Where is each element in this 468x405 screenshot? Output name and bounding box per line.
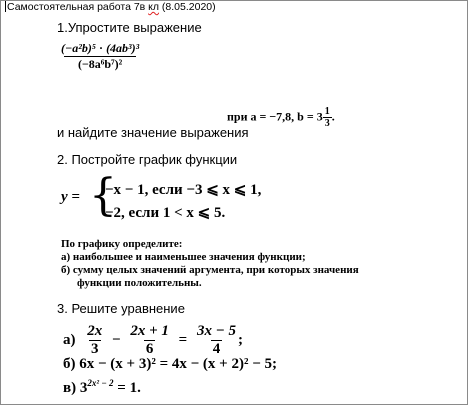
task2-case2: −2, если 1 < x ⩽ 5. <box>105 205 226 221</box>
task2-from-graph: По графику определите: <box>61 238 183 250</box>
document-header <box>5 1 216 14</box>
task2-function-lhs: y = <box>61 189 80 205</box>
equation-a-fraction-2: $\frac{2x + 1}{6}$ <box>130 323 169 357</box>
task2-item-a: а) наибольшее и наименьшее значения функции; <box>61 251 306 263</box>
task1-heading: 1.Упростите выражение <box>57 20 202 35</box>
task1-fraction-numerator: (−a²b)⁵ · (4ab³)³ <box>61 41 140 55</box>
task1-condition: при a = −7,8, b = 3 $\frac{1}{3}$ . <box>227 106 335 129</box>
task2-item-b-continued: функции положительны. <box>77 277 202 289</box>
equation-a-fraction-1: $\frac{2x}{3}$ <box>87 323 103 357</box>
task3-heading: 3. Решите уравнение <box>57 301 185 316</box>
task1-mixed-fraction: $\frac{1}{3}$ <box>324 106 330 129</box>
task3-equation-a: а) $\frac{2x}{3}$ − $\frac{2x + 1}{6}$ = $\frac{3x - 5}{4}$ ; <box>63 323 244 357</box>
header-class-abbrev: кл <box>148 1 160 13</box>
header-title: Самостоятельная работа 7в <box>7 1 149 13</box>
task1-expression <box>59 41 141 72</box>
task2-item-b: б) сумму целых значений аргумента, при которых значения <box>61 264 359 276</box>
task2-system-brace: { <box>89 170 117 221</box>
task1-fraction <box>59 41 141 72</box>
task1-instruction: и найдите значение выражения <box>57 125 249 140</box>
header-date: (8.05.2020) <box>159 1 216 13</box>
task2-heading: 2. Постройте график функции <box>57 152 238 167</box>
task1-fraction-denominator: (−8a⁶b⁷)² <box>64 56 136 72</box>
task3-equation-c: в) $3^{2x^2 - 2} = 1$. <box>63 378 141 396</box>
text-cursor <box>5 1 6 12</box>
task2-case1: −x − 1, если −3 ⩽ x ⩽ 1, <box>105 182 262 198</box>
equation-a-label: а) <box>63 331 76 348</box>
equation-a-fraction-3: $\frac{3x - 5}{4}$ <box>196 323 237 357</box>
equation-c-exponent: 2x² − 2 <box>87 378 114 388</box>
task3-equation-b: б) 6x − (x + 3)² = 4x − (x + 2)² − 5; <box>63 356 277 372</box>
